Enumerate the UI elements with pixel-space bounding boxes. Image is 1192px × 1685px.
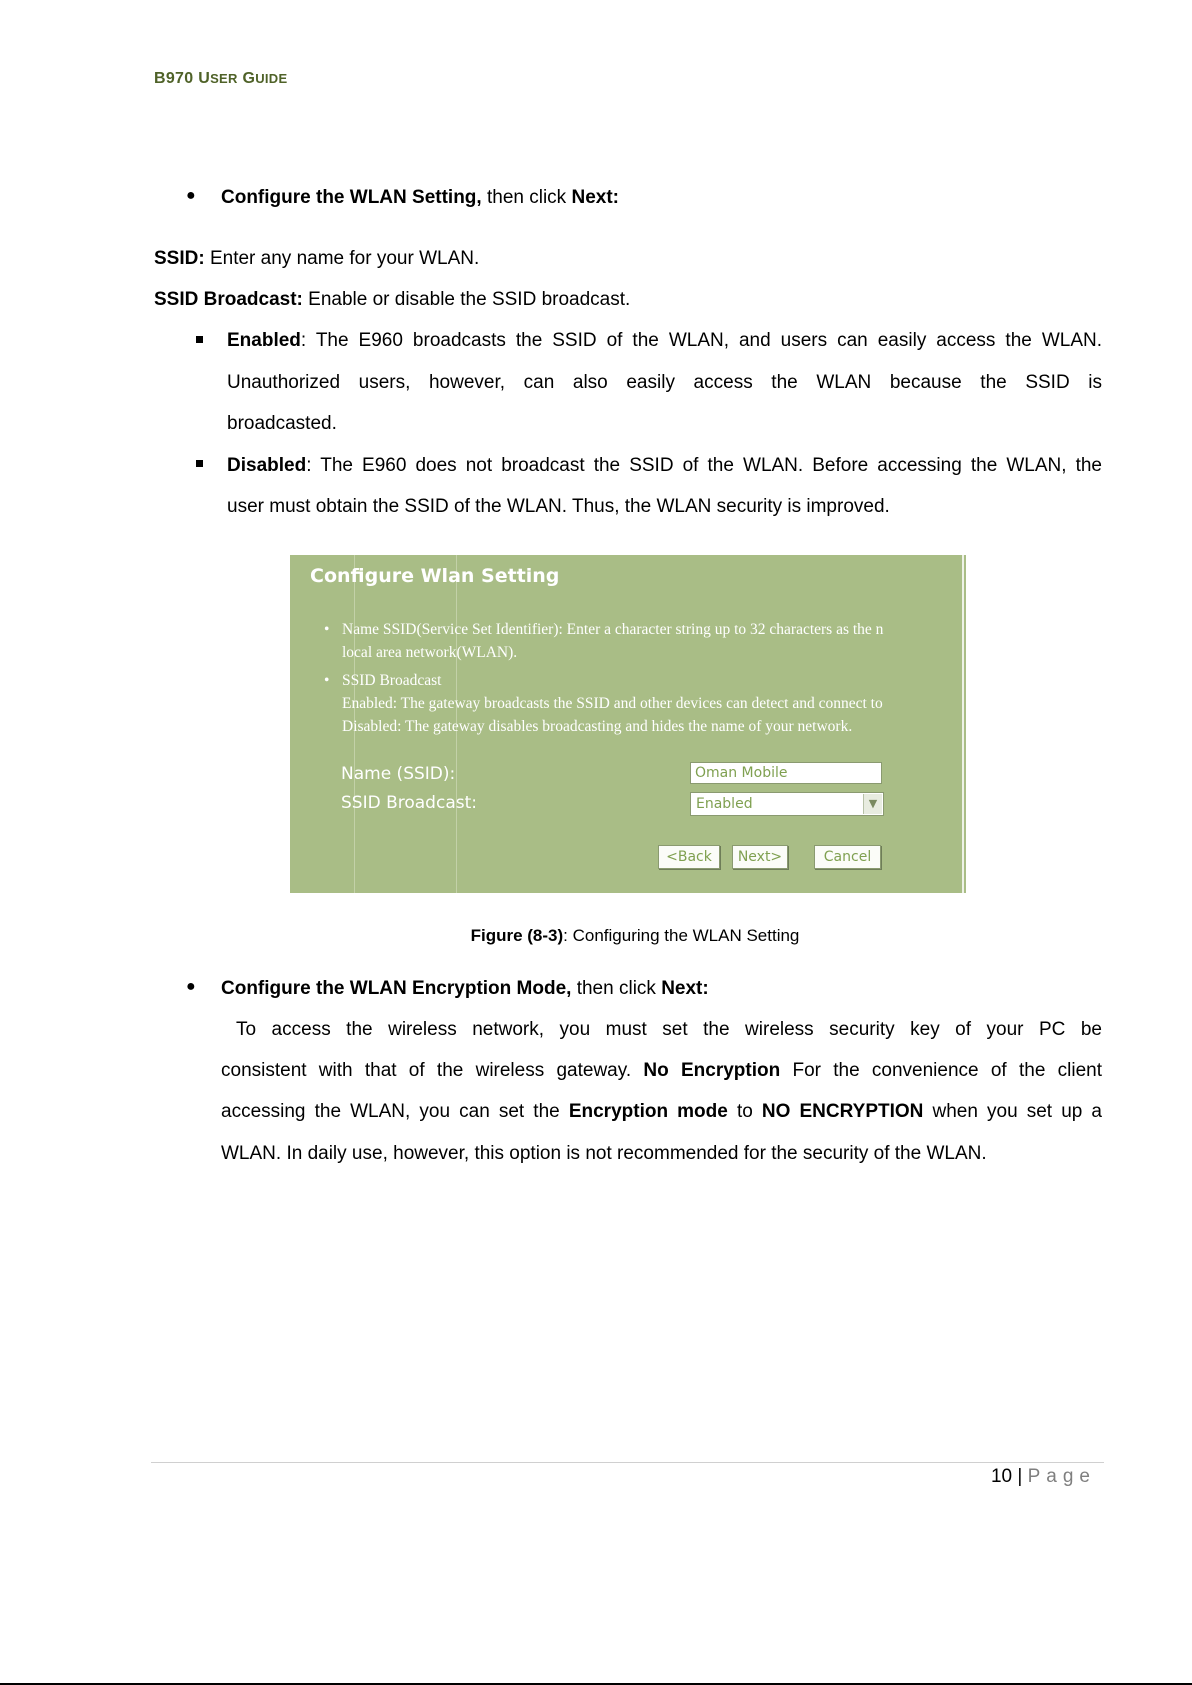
encryption-para-line-4: WLAN. In daily use, however, this option is not recommended for the security of the WLAN. bbox=[221, 1143, 987, 1164]
ssid-definition: SSID: Enter any name for your WLAN. bbox=[154, 248, 480, 269]
cancel-button[interactable]: Cancel bbox=[814, 845, 881, 869]
figure-bullet-broadcast: • SSID Broadcast Enabled: The gateway broadcasts the SSID and other devices can detect and connect to Disabled: The gateway disables broadcasting and hides the name of your network. bbox=[324, 672, 883, 735]
enabled-line-2: Unauthorized users, however, can also easily access the WLAN because the SSID is bbox=[227, 372, 1102, 393]
footer-divider bbox=[151, 1462, 1104, 1463]
enabled-line-3: broadcasted. bbox=[227, 413, 337, 434]
encryption-para-line-1: To access the wireless network, you must set the wireless security key of your PC be bbox=[236, 1019, 1102, 1040]
name-ssid-label: Name (SSID): bbox=[341, 764, 456, 784]
back-button[interactable]: <Back bbox=[658, 845, 720, 869]
chevron-down-icon: ▼ bbox=[863, 794, 882, 814]
document-header: B970 USER GUIDE bbox=[154, 70, 288, 87]
enabled-line-1: Enabled: The E960 broadcasts the SSID of the WLAN, and users can easily access the WLAN. bbox=[227, 330, 1102, 351]
page-number: 10 | Page bbox=[990, 1466, 1096, 1487]
wlan-setting-screenshot bbox=[290, 555, 966, 893]
ssid-broadcast-select[interactable]: Enabled ▼ bbox=[690, 792, 884, 816]
square-bullet-icon bbox=[196, 460, 203, 467]
section-configure-wlan: Configure the WLAN Setting, then click Next: bbox=[221, 187, 619, 208]
encryption-para-line-2: consistent with that of the wireless gateway. No Encryption For the convenience of the client bbox=[221, 1060, 1103, 1081]
figure-caption: Figure (8-3): Configuring the WLAN Setting bbox=[470, 926, 800, 945]
section-encryption-mode: Configure the WLAN Encryption Mode, then click Next: bbox=[221, 978, 709, 999]
disabled-line-1: Disabled: The E960 does not broadcast the SSID of the WLAN. Before accessing the WLAN, the bbox=[227, 455, 1102, 476]
encryption-para-line-3: accessing the WLAN, you can set the Encryption mode to NO ENCRYPTION when you set up a bbox=[221, 1101, 1102, 1122]
next-button[interactable]: Next> bbox=[732, 845, 788, 869]
figure-bullet-ssid: • Name SSID(Service Set Identifier): Enter a character string up to 32 characters as the n local area network(WLAN). bbox=[324, 621, 884, 661]
figure-title: Configure Wlan Setting bbox=[310, 565, 560, 587]
bullet-dot-icon: ● bbox=[186, 187, 196, 204]
ssid-name-input[interactable]: Oman Mobile bbox=[690, 762, 882, 784]
ssid-broadcast-label: SSID Broadcast: bbox=[341, 793, 477, 813]
ssid-broadcast-definition: SSID Broadcast: Enable or disable the SSID broadcast. bbox=[154, 289, 631, 310]
square-bullet-icon bbox=[196, 336, 203, 343]
disabled-line-2: user must obtain the SSID of the WLAN. Thus, the WLAN security is improved. bbox=[227, 496, 890, 517]
bullet-dot-icon: ● bbox=[186, 978, 196, 995]
